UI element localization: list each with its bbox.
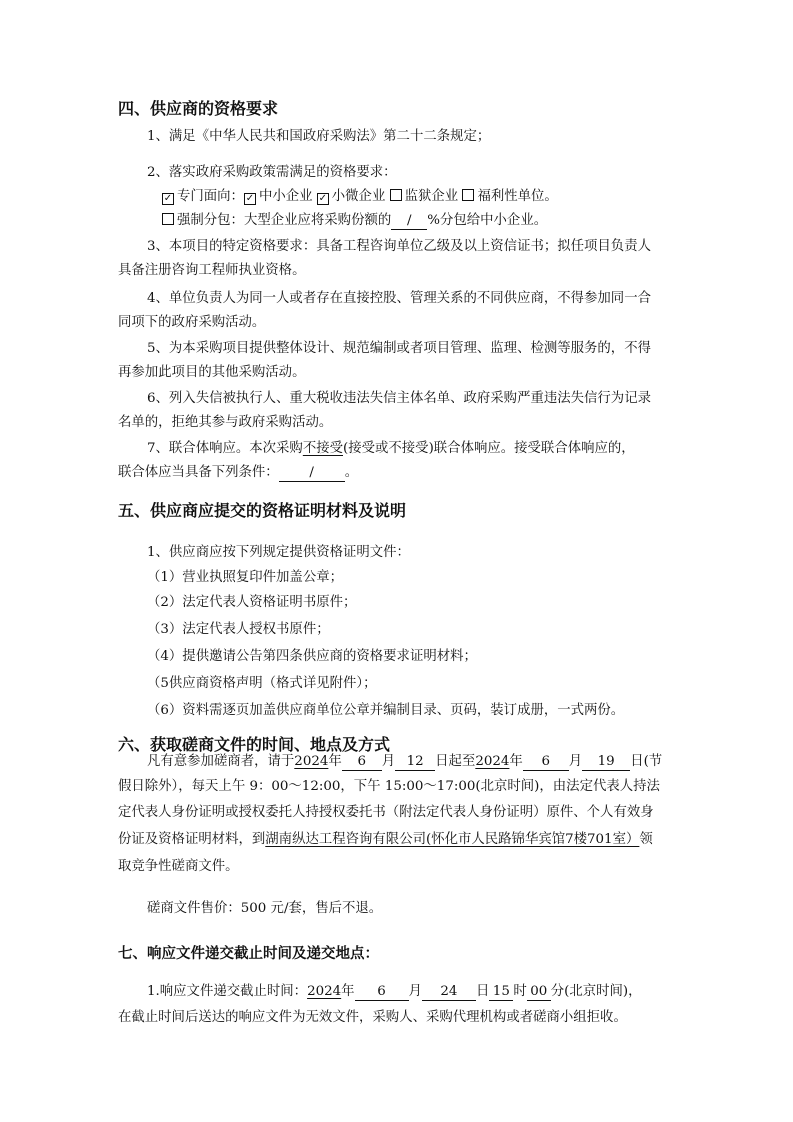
section4-item1: 1、满足《中华人民共和国政府采购法》第二十二条规定； (147, 129, 491, 144)
section4-item5-line2: 再参加此项目的其他采购活动。 (118, 365, 306, 380)
list-item: （5供应商资格声明（格式详见附件）； (147, 676, 377, 691)
list-item: （6）资料需逐页加盖供应商单位公章并编制目录、页码，装订成册，一式两份。 (147, 703, 625, 718)
deadline-minute: 00 (527, 984, 551, 1001)
section6-line2: 假日除外），每天上午 9：00～12:00，下午 15:00～17:00(北京时间)，由法定代表人持法 (118, 779, 660, 794)
end-year: 2024 (475, 754, 510, 769)
pickup-location: 湖南纵达工程咨询有限公司(怀化市人民路锦华宾馆7楼701室） (265, 832, 640, 847)
section4-item2: 2、落实政府采购政策需满足的资格要求： (147, 165, 397, 180)
section4-item3-line1: 3、本项目的特定资格要求：具备工程咨询单位乙级及以上资信证书；拟任项目负责人 (147, 239, 651, 254)
section4-item4-line2: 同项下的政府采购活动。 (118, 315, 266, 330)
section5-title: 五、供应商应提交的资格证明材料及说明 (118, 501, 407, 520)
section4-item7-line2: 联合体应当具备下列条件： / 。 (118, 465, 359, 480)
checkbox-empty-icon (390, 189, 402, 201)
section6-line5: 取竞争性磋商文件。 (118, 859, 239, 874)
section4-item6-line1: 6、列入失信被执行人、重大税收违法失信主体名单、政府采购严重违法失信行为记录 (147, 391, 651, 406)
section4-item6-line2: 名单的，拒绝其参与政府采购活动。 (118, 415, 333, 430)
list-item: （3）法定代表人授权书原件； (147, 622, 330, 637)
section6-line3: 定代表人身份证明或授权委托人持授权委托书（附法定代表人身份证明）原件、个人有效身 (118, 805, 654, 820)
deadline-day: 24 (422, 984, 476, 1001)
start-month: 6 (342, 754, 382, 771)
section6-price: 磋商文件售价：500 元/套，售后不退。 (147, 901, 383, 916)
deadline-hour: 15 (489, 984, 513, 1001)
section4-title: 四、供应商的资格要求 (118, 99, 279, 118)
deadline-month: 6 (355, 984, 409, 1001)
section6-line4: 份证及资格证明材料，到湖南纵达工程咨询有限公司(怀化市人民路锦华宾馆7楼701室）领 (118, 832, 653, 847)
section6-line1: 凡有意参加磋商者，请于2024年 6 月 12 日起至2024年 6 月 19 日(节 (147, 754, 663, 769)
list-item: （4）提供邀请公告第四条供应商的资格要求证明材料； (147, 649, 477, 664)
list-item: （2）法定代表人资格证明书原件； (147, 595, 357, 610)
checkbox-checked-icon: ✓ (163, 193, 173, 204)
checkbox-checked-icon: ✓ (245, 193, 255, 204)
section7-title: 七、响应文件递交截止时间及递交地点： (118, 946, 379, 962)
deadline-year: 2024 (307, 984, 342, 999)
checkbox-empty-icon (462, 189, 474, 201)
list-item: （1）营业执照复印件加盖公章； (147, 570, 343, 585)
section7-line1: 1.响应文件递交截止时间：2024年 6 月 24 日 15 时 00 分(北京时间)， (147, 984, 642, 999)
section7-line2: 在截止时间后送达的响应文件为无效文件，采购人、采购代理机构或者磋商小组拒收。 (118, 1010, 627, 1025)
section4-item5-line1: 5、为本采购项目提供整体设计、规范编制或者项目管理、监理、检测等服务的，不得 (147, 341, 651, 356)
start-year: 2024 (294, 754, 329, 769)
section4-item7-line1: 7、联合体响应。本次采购不接受(接受或不接受)联合体响应。接受联合体响应的， (147, 441, 635, 456)
section4-item3-line2: 具备注册咨询工程师执业资格。 (118, 263, 306, 278)
section6-title: 六、获取磋商文件的时间、地点及方式 (118, 735, 391, 754)
start-day: 12 (395, 754, 435, 771)
checkbox-checked-icon: ✓ (318, 193, 327, 204)
checkbox-empty-icon (162, 213, 174, 225)
consortium-conditions-blank: / (279, 465, 345, 482)
end-month: 6 (523, 754, 569, 771)
forced-subcontract-row: 强制分包：大型企业应将采购份额的 / %分包给中小企业。 (162, 211, 547, 231)
consortium-value: 不接受 (302, 441, 343, 456)
special-target-row: ✓ 专门面向： ✓ 中小企业 ✓ 小微企业 监狱企业 福利性单位。 (163, 189, 558, 204)
section5-intro: 1、供应商应按下列规定提供资格证明文件： (147, 545, 410, 560)
section4-item4-line1: 4、单位负责人为同一人或者存在直接控股、管理关系的不同供应商，不得参加同一合 (147, 291, 651, 306)
forced-share-blank: / (391, 213, 427, 230)
end-day: 19 (582, 754, 630, 771)
